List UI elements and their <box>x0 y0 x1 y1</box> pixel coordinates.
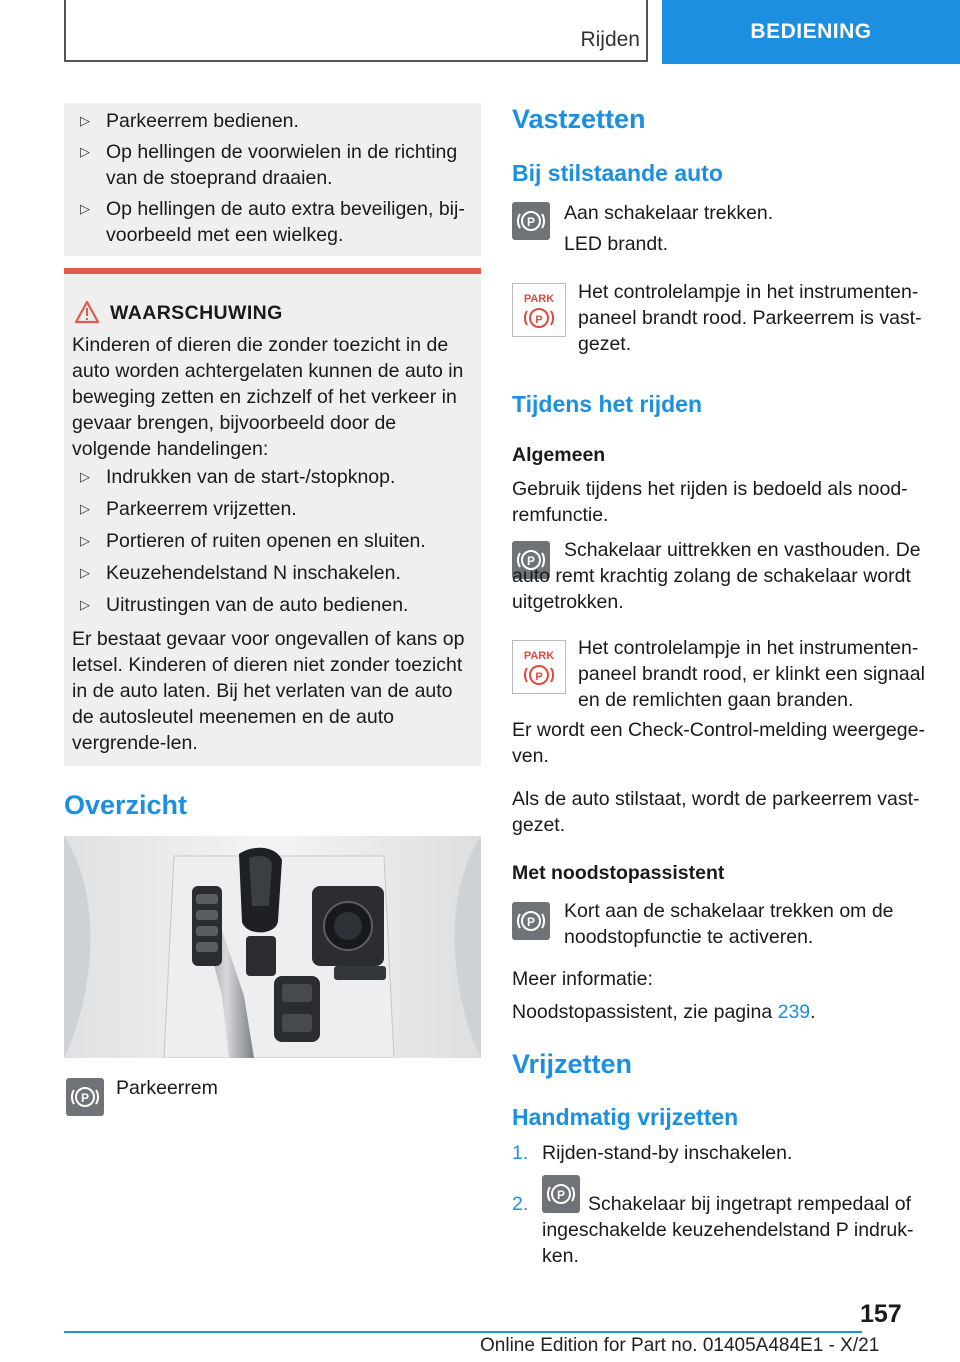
heading-vastzetten: Vastzetten <box>512 104 646 134</box>
footer-edition: Online Edition for Part no. 01405A484E1 - X/21 <box>480 1335 880 1356</box>
park-indicator-label: PARK <box>523 650 555 662</box>
parking-brake-icon <box>66 1078 104 1116</box>
svg-text:P: P <box>80 1091 90 1105</box>
list-item: ▷ Op hellingen de auto extra beveiligen, bij-voorbeeld met een wielkeg. <box>80 198 465 246</box>
list-item: ▷ Indrukken van de start-/stopknop. <box>80 466 396 488</box>
heading-bij-stilstaande-auto: Bij stilstaande auto <box>512 160 723 186</box>
step-text: Rijden-stand-by inschakelen. <box>542 1142 793 1164</box>
triangle-bullet-icon: ▷ <box>80 533 90 548</box>
header-chapter-tab: BEDIENING <box>662 0 960 64</box>
park-indicator-icon <box>512 640 566 694</box>
bullet-box <box>64 103 481 256</box>
step-number: 2. <box>512 1193 529 1215</box>
svg-text:P: P <box>526 915 536 929</box>
noodstop-reference: Noodstopassistent, zie pagina 239. <box>512 1001 816 1023</box>
warning-title: WAARSCHUWING <box>110 302 283 324</box>
svg-text:P: P <box>535 671 543 683</box>
center-console-photo <box>64 836 481 1058</box>
list-item: ▷ Uitrustingen van de auto bedienen. <box>80 594 409 616</box>
photo-caption: Parkeerrem <box>116 1077 218 1099</box>
heading-met-noodstopassistent: Met noodstopassistent <box>512 862 725 884</box>
header-section-title: Rijden <box>580 28 640 51</box>
parking-brake-icon <box>512 902 550 940</box>
svg-text:P: P <box>535 314 543 326</box>
list-item: ▷ Keuzehendelstand N inschakelen. <box>80 562 401 584</box>
triangle-bullet-icon: ▷ <box>80 565 90 580</box>
park-indicator-label: PARK <box>523 293 555 305</box>
svg-text:P: P <box>526 554 536 568</box>
triangle-bullet-icon: ▷ <box>80 469 90 484</box>
rijden-park-text: Het controlelampje in het instrumenten-paneel brandt rood, er klinkt een signaal en de remlichten gaan branden. <box>578 637 925 711</box>
noodstop-text: Kort aan de schakelaar trekken om de noodstopfunctie te activeren. <box>564 900 894 948</box>
triangle-bullet-icon: ▷ <box>80 201 90 216</box>
list-item: ▷ Parkeerrem vrijzetten. <box>80 498 297 520</box>
list-item: ▷ Portieren of ruiten openen en sluiten. <box>80 530 426 552</box>
check-control-text: Er wordt een Check-Control-melding weergege-ven. <box>512 719 925 767</box>
page-link-239[interactable]: 239 <box>777 1001 811 1023</box>
meer-informatie: Meer informatie: <box>512 968 653 990</box>
list-item: ▷ Parkeerrem bedienen. <box>80 110 299 132</box>
footer-rule <box>64 1331 862 1333</box>
triangle-bullet-icon: ▷ <box>80 144 90 159</box>
heading-handmatig-vrijzetten: Handmatig vrijzetten <box>512 1104 739 1130</box>
warning-triangle-icon <box>74 300 102 326</box>
overview-heading: Overzicht <box>64 790 188 820</box>
parking-brake-icon <box>512 202 550 240</box>
step-item <box>512 1140 932 1168</box>
warning-intro: Kinderen of dieren die zonder toezicht in de auto worden achtergelaten kunnen de auto in beweging zetten en zichzelf of het verkeer in gevaar brengen, bijvoorbeeld door de volgende handelingen: <box>72 334 464 460</box>
warning-box <box>64 268 481 766</box>
triangle-bullet-icon: ▷ <box>80 501 90 516</box>
rijden-icon-text: Schakelaar uittrekken en vasthouden. De auto remt krachtig zolang de schakelaar wordt uitgetrokken. <box>512 539 921 613</box>
step-number: 1. <box>512 1142 529 1164</box>
heading-tijdens-het-rijden: Tijdens het rijden <box>512 391 702 417</box>
stil-line2: LED brandt. <box>564 233 669 255</box>
heading-vrijzetten: Vrijzetten <box>512 1049 633 1079</box>
triangle-bullet-icon: ▷ <box>80 597 90 612</box>
svg-text:P: P <box>526 215 536 229</box>
algemeen-text: Gebruik tijdens het rijden is bedoeld als nood-remfunctie. <box>512 478 908 526</box>
step-text: Schakelaar bij ingetrapt rempedaal of ingeschakelde keuzehendelstand P indruk-ken. <box>542 1193 914 1267</box>
triangle-bullet-icon: ▷ <box>80 113 90 128</box>
svg-text:P: P <box>556 1188 566 1202</box>
step-item <box>512 1188 932 1271</box>
heading-algemeen: Algemeen <box>512 444 606 466</box>
park-indicator-icon <box>512 283 566 337</box>
list-item: ▷ Op hellingen de voorwielen in de richting van de stoeprand draaien. <box>80 141 458 189</box>
stilstaat-text: Als de auto stilstaat, wordt de parkeerrem vast-gezet. <box>512 788 920 836</box>
stil-line1: Aan schakelaar trekken. <box>564 202 774 224</box>
page-number: 157 <box>860 1300 902 1328</box>
stil-park-text: Het controlelampje in het instrumenten-paneel brandt rood. Parkeerrem is vast-gezet. <box>578 281 922 355</box>
warning-outro: Er bestaat gevaar voor ongevallen of kans op letsel. Kinderen of dieren niet zonder toezicht in de auto laten. Bij het verlaten van de auto de autosleutel meenemen en de auto vergrende-len. <box>72 628 465 754</box>
